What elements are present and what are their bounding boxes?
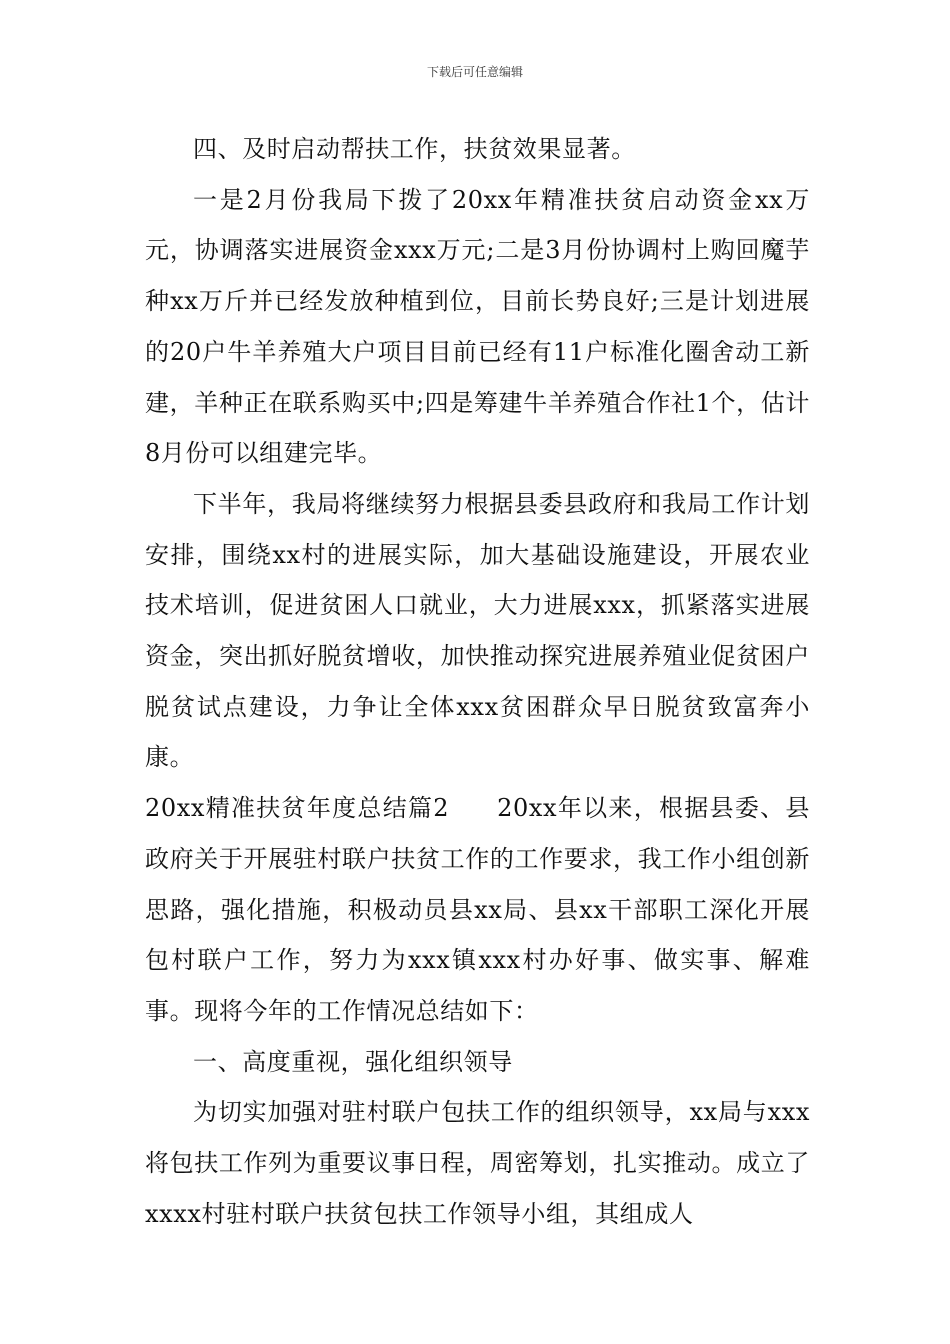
body-paragraph: 下半年，我局将继续努力根据县委县政府和我局工作计划安排，围绕xx村的进展实际，加大基础设施建设，开展农业技术培训，促进贫困人口就业，大力进展xxx，抓紧落实进展资金，突出抓好脱贫增收，加快推动探究进展养殖业促贫困户脱贫试点建设，力争让全体xxx贫困群众早日脱贫致富奔小康。 bbox=[145, 489, 810, 772]
article-intro-text: 20xx年以来，根据县委、县政府关于开展驻村联户扶贫工作的工作要求，我工作小组创新思路，强化措施，积极动员县xx局、县xx干部职工深化开展包村联户工作，努力为xxx镇xxx村办好事、做实事、解难事。现将今年的工作情况总结如下： bbox=[145, 794, 811, 1025]
section-heading-1: 一、高度重视，强化组织领导 bbox=[193, 1047, 513, 1076]
document-body bbox=[145, 124, 810, 1239]
article-title: 20xx精准扶贫年度总结篇2 bbox=[145, 794, 450, 823]
body-paragraph: 为切实加强对驻村联户包扶工作的组织领导，xx局与xxx将包扶工作列为重要议事日程，周密筹划，扎实推动。成立了xxxx村驻村联户扶贫包扶工作领导小组，其组成人 bbox=[145, 1098, 810, 1228]
article-paragraph bbox=[145, 783, 810, 1037]
page-header-note: 下载后可任意编辑 bbox=[426, 65, 523, 79]
body-paragraph: 一是2月份我局下拨了20xx年精准扶贫启动资金xx万元，协调落实进展资金xxx万元;二是3月份协调村上购回魔芋种xx万斤并已经发放种植到位，目前长势良好;三是计划进展的20户牛羊养殖大户项目目前已经有11户标准化圈舍动工新建，羊种正在联系购买中;四是筹建牛羊养殖合作社1个，估计8月份可以组建完毕。 bbox=[145, 185, 810, 468]
section-heading-4: 四、及时启动帮扶工作，扶贫效果显著。 bbox=[193, 135, 636, 163]
